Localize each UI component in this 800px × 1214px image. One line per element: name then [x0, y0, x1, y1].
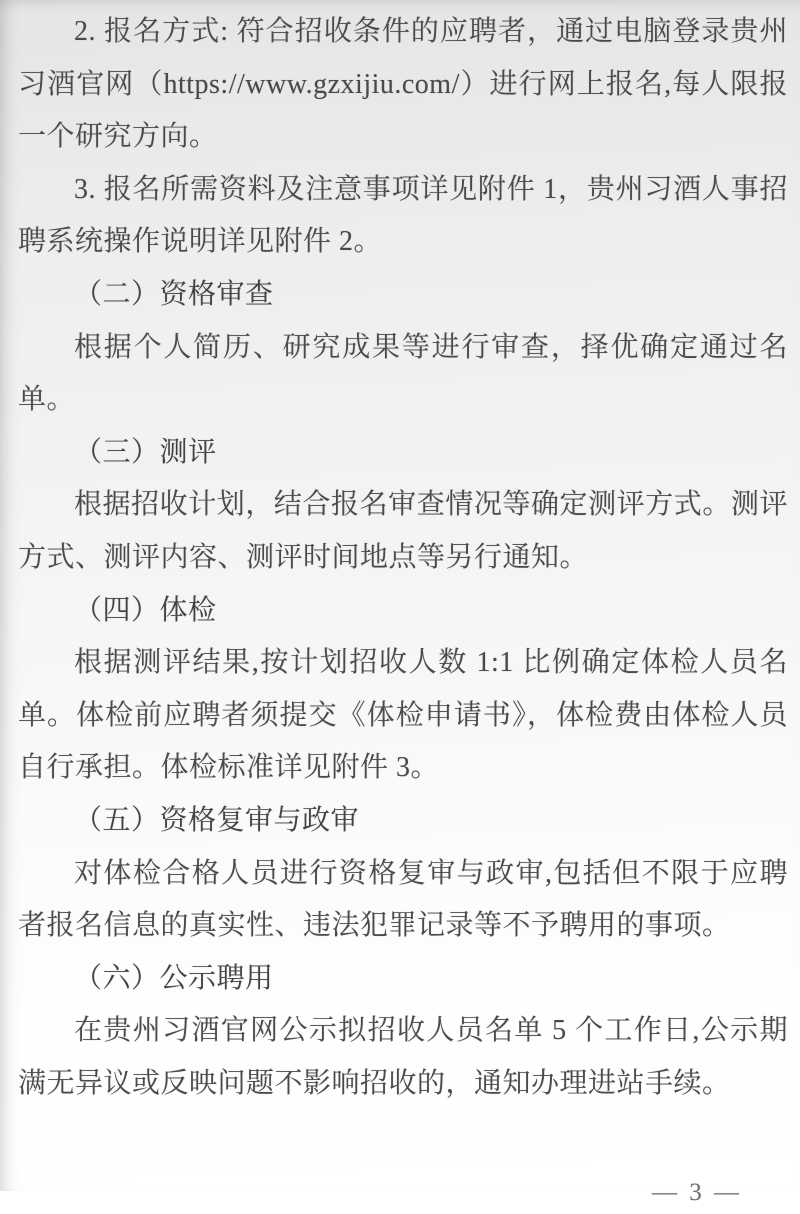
paragraph-qualification-review: 根据个人简历、研究成果等进行审查，择优确定通过名单。	[18, 331, 788, 416]
section-heading-assessment: （三）测评	[74, 436, 217, 468]
paragraph-signup-method: 2. 报名方式: 符合招收条件的应聘者，通过电脑登录贵州习酒官网（https://www.gzxijiu.com/）进行网上报名,每人限报一个研究方向。	[18, 16, 788, 153]
paragraph-signup-materials: 3. 报名所需资料及注意事项详见附件 1，贵州习酒人事招聘系统操作说明详见附件 2。	[18, 173, 788, 258]
section-heading-publicity: （六）公示聘用	[74, 962, 274, 994]
document-body	[18, 6, 788, 1110]
paragraph-recheck-detail: 对体检合格人员进行资格复审与政审,包括但不限于应聘者报名信息的真实性、违法犯罪记录等不予聘用的事项。	[18, 857, 788, 942]
paragraph-physical-exam-detail: 根据测评结果,按计划招收人数 1:1 比例确定体检人员名单。体检前应聘者须提交《体检申请书》，体检费由体检人员自行承担。体检标准详见附件 3。	[18, 647, 788, 784]
section-heading-physical-exam: （四）体检	[74, 594, 217, 626]
section-heading-qualification: （二）资格审查	[74, 278, 274, 310]
paragraph-publicity-detail: 在贵州习酒官网公示拟招收人员名单 5 个工作日,公示期满无异议或反映问题不影响招收的，通知办理进站手续。	[18, 1015, 788, 1099]
paragraph-assessment-detail: 根据招收计划，结合报名审查情况等确定测评方式。测评方式、测评内容、测评时间地点等另行通知。	[18, 489, 788, 573]
section-heading-recheck: （五）资格复审与政审	[74, 804, 360, 836]
page-number: — 3 —	[652, 1179, 742, 1207]
